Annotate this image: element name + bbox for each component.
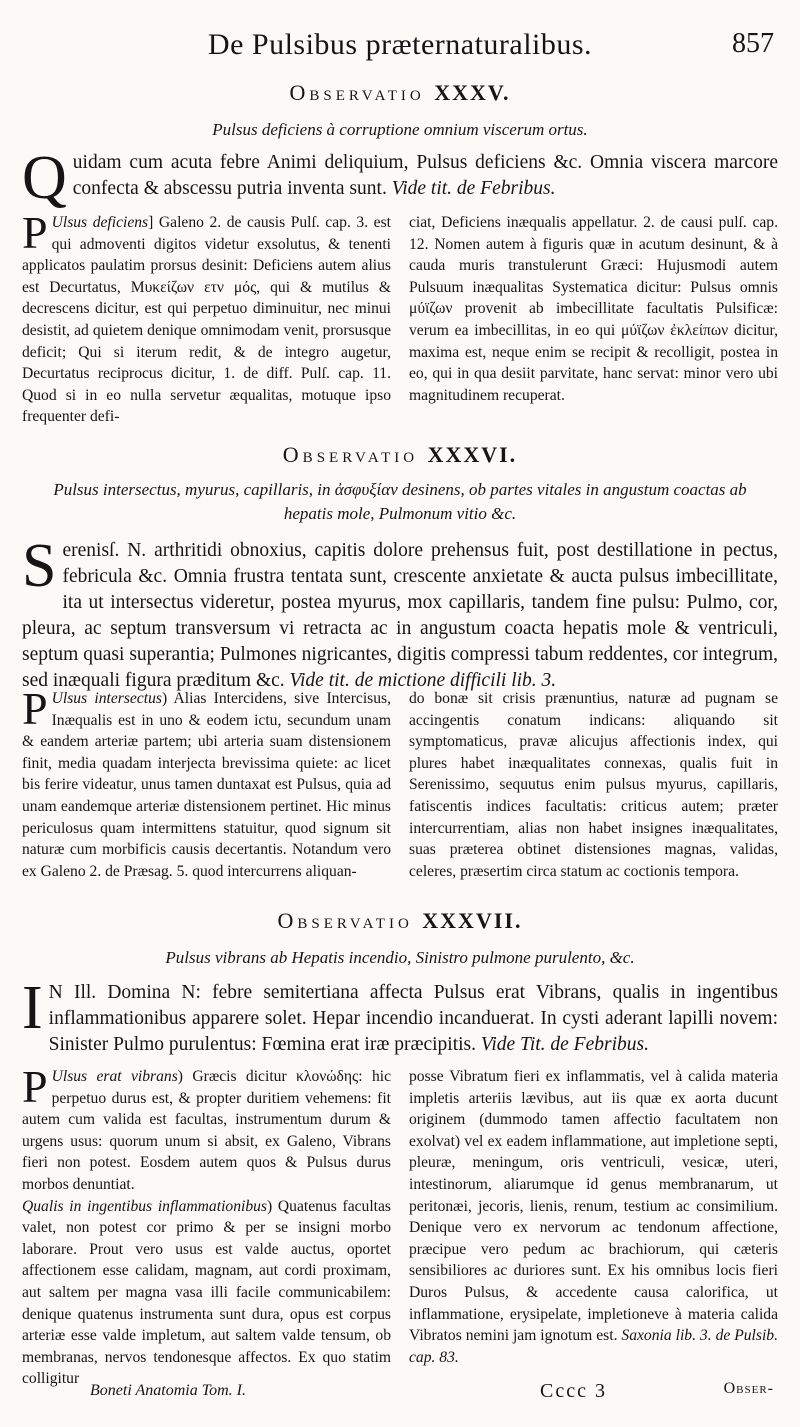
left-column bbox=[22, 1061, 391, 1390]
heading-number: XXXV. bbox=[434, 80, 511, 105]
heading-word: Observatio bbox=[289, 80, 425, 105]
observation-37-subtitle: Pulsus vibrans ab Hepatis incendio, Sinistro pulmone purulento, &c. bbox=[165, 948, 635, 967]
heading-word: Observatio bbox=[277, 908, 413, 933]
dropcap: P bbox=[22, 683, 48, 734]
dropcap: P bbox=[22, 1061, 48, 1112]
commentary-lemma: Ulsus erat vibrans bbox=[51, 1068, 178, 1085]
observation-37-case bbox=[22, 974, 778, 1058]
observation-36-case bbox=[22, 532, 778, 694]
observation-36-subtitle: Pulsus intersectus, myurus, capillaris, in ἀσφυξίαν desinens, ob partes vitales in angustum coactas ab hepatis mole, Pulmonum vitio &c. bbox=[53, 480, 747, 523]
commentary-text: ) Alias Intercidens, sive Intercisus, Inæqualis est in uno & eodem ictu, secundum unam & eandem arteriæ partem; ubi arteria suam distensionem finit, media quadam interjecta brevissima quiete: ac licet bis ferire videatur, unus tamen duntaxat est Pulsus, quia ad unam eandemque arteriæ distensionem pertinet. Hic minus periculosus quam intermittens statuitur, quod signum sit naturæ cum morbificis causis decertantis. Notandum vero ex Galeno 2. de Præsag. 5. quod intercurrens aliquan- bbox=[22, 690, 391, 880]
dropcap: I bbox=[22, 974, 43, 1042]
cross-reference: Saxonia lib. 3. de Pulsib. cap. 83. bbox=[409, 1327, 778, 1366]
commentary-text: ) Græcis dicitur κλονώδης: hic perpetuo durus est, & propter duritiem vehemens: fit autem cum valida est facultas, instrumentum durum & urgens usus: quorum unum si absit, ex Galeno, Vibrans fieri non potest. Eosdem autem quos & Pulsus durus morbos denuntiat. bbox=[22, 1068, 391, 1193]
footer-title: Boneti Anatomia Tom. I. bbox=[90, 1382, 247, 1399]
commentary-lemma: Ulsus deficiens bbox=[51, 214, 149, 231]
observation-35-heading bbox=[0, 80, 800, 106]
cross-reference: Vide tit. de Febribus. bbox=[391, 178, 556, 199]
case-text: erenisſ. N. arthritidi obnoxius, capitis dolore prehensus fuit, post destillatione in pectus, febricula &c. Omnia frustra tentata sunt, crescente anxietate & aucta pulsus imbecillitate, ita ut intersectus videretur, postea myurus, mox capillaris, tandem fine pulsu: Pulmo, cor, pleura, ac septum transversum vi retracta ac in angustum coacta hepatis mole & ventriculi, septum quasi superantia; Pulmones nigricantes, digitis compressi tabum reddentes, cor integrum, sed inæquali figura præditum &c. bbox=[22, 540, 778, 691]
commentary-text: ciat, Deficiens inæqualis appellatur. 2. de causi pulſ. cap. 12. Nomen autem à figuris quæ in acutum desinunt, & à cauda muris transtulerunt Græci: Hujusmodi autem Pulsuum inæqualitas Systematica dicitur: Pulsus omnis μύϊζων provenit ab imbecillitate facultatis Pulsificæ: verum ea imbecillitas, in eo qui μύϊζων ἐκλείπων dicitur, maxima est, neque enim se recipit & recolligit, postea in eo, qui in qua desiit parvitate, hanc servat: minor vero ubi magnitudinem recuperat. bbox=[409, 214, 778, 404]
signature-mark: Cccc 3 bbox=[540, 1380, 607, 1402]
dropcap: S bbox=[22, 532, 57, 600]
commentary-lemma: Ulsus intersectus bbox=[51, 690, 162, 707]
dropcap: P bbox=[22, 207, 48, 258]
heading-number: XXXVII. bbox=[422, 908, 523, 933]
commentary-text: ] Galeno 2. de causis Pulſ. cap. 3. est qui admoventi digitos videtur exsolutus, & tenenti applicatos paulatim prorsus desinit: Deficiens autem alius est Decurtatus, Μυκείζων ετν μός, qui & mutilus & decrescens dicitur, est qui perpetuo diminuitur, nec minui desistit, ad quietem denique omnimodam venit, prorsusque deficit; Qui si iterum redit, & de integro augetur, Decurtatus reciprocus dicitur, 1. de diff. Pulſ. cap. 11. Quod si in eo nulla servetur æqualitas, motuque ipso frequenter defi- bbox=[22, 214, 391, 426]
cross-reference: Vide Tit. de Febribus. bbox=[480, 1034, 649, 1055]
observation-35-subtitle: Pulsus deficiens à corruptione omnium viscerum ortus. bbox=[212, 120, 588, 139]
page-header bbox=[0, 22, 800, 68]
left-column bbox=[22, 207, 391, 428]
dropcap: Q bbox=[22, 144, 67, 212]
right-column bbox=[409, 688, 778, 882]
observation-36-commentary bbox=[22, 683, 778, 882]
right-column bbox=[409, 212, 778, 428]
running-title: De Pulsibus præternaturalibus. bbox=[207, 28, 593, 61]
page-number: 857 bbox=[732, 28, 774, 59]
observation-35-case bbox=[22, 144, 778, 212]
catchword: Obser- bbox=[723, 1380, 774, 1397]
heading-word: Observatio bbox=[282, 442, 419, 467]
observation-37-commentary bbox=[22, 1061, 778, 1390]
observation-35-commentary bbox=[22, 207, 778, 428]
commentary-text-2: ) Quatenus facultas valet, non potest cor primo & per se insigni morbo laborare. Prout vero usus est valde auctus, oportet affectionem esse calidam, magnam, aut cordi proximam, aut saltem per magna vasa illi facile communicabilem: denique quatenus instrumenta sunt dura, opus est corpus arteriæ esse valde impletum, aut saltem valde tensum, ob membranas, nervos tendonesque affectos. Ex quo statim colligitur bbox=[22, 1197, 391, 1388]
observation-36-heading bbox=[0, 442, 800, 468]
commentary-text: posse Vibratum fieri ex inflammatis, vel à calida materia impletis arteriis lævibus, aut iis quæ ex aorta ducunt originem (dummodo tamen affectio facultatem non exolvat) vel ex eadem inflammatione, aut impletione septi, pleuræ, meningum, oris ventriculi, vesicæ, uteri, intestinorum, aliarumque id genus membranarum, ut peritonæi, jecoris, lienis, renum, testium ac consimilium. Denique vero ex nervorum ac tendonum affectione, præcipue vero pedum ac brachiorum, qui cæteris sensibiliores ac duriores sunt. Ex his omnibus locis fieri Duros Pulsus, & accedente causa calorifica, ut inflammatione, erysipelate, impletioneve à materia calida Vibratos nemini jam ignotum est. bbox=[409, 1068, 778, 1345]
commentary-text: do bonæ sit crisis prænuntius, naturæ ad pugnam se accingentis conatum indicans: aliquando sit symptomaticus, pravæ alicujus affectionis index, qui plures habet inæqualitates connexas, qualis fuit in Serenissimo, sequutus enim pulsus myurus, capillaris, fatiscentis indices facultatis: criticus autem; præter intercurrentiam, alias non habet insignes inæqualitates, suas præterea obtinet distensiones magnas, validas, celeres, præsertim circa statum ac coctionis tempora. bbox=[409, 690, 778, 880]
case-text: uidam cum acuta febre Animi deliquium, Pulsus deficiens &c. Omnia viscera marcore confecta & abscessu putria inventa sunt. bbox=[72, 152, 778, 199]
commentary-lemma-2: Qualis in ingentibus inflammationibus bbox=[22, 1197, 267, 1215]
observation-37-heading bbox=[0, 908, 800, 934]
heading-number: XXXVI. bbox=[427, 442, 518, 467]
left-column bbox=[22, 683, 391, 882]
right-column bbox=[409, 1066, 778, 1390]
case-text: N Ill. Domina N: febre semitertiana affecta Pulsus erat Vibrans, qualis in ingentibus inflammationibus apparere solet. Hepar incendio incanduerat. In cysti aderant lapilli novem: Sinister Pulmo purulentus: Fœmina erat iræ præcipitis. bbox=[48, 982, 778, 1055]
cross-reference: Vide tit. de mictione difficili lib. 3. bbox=[289, 670, 557, 691]
